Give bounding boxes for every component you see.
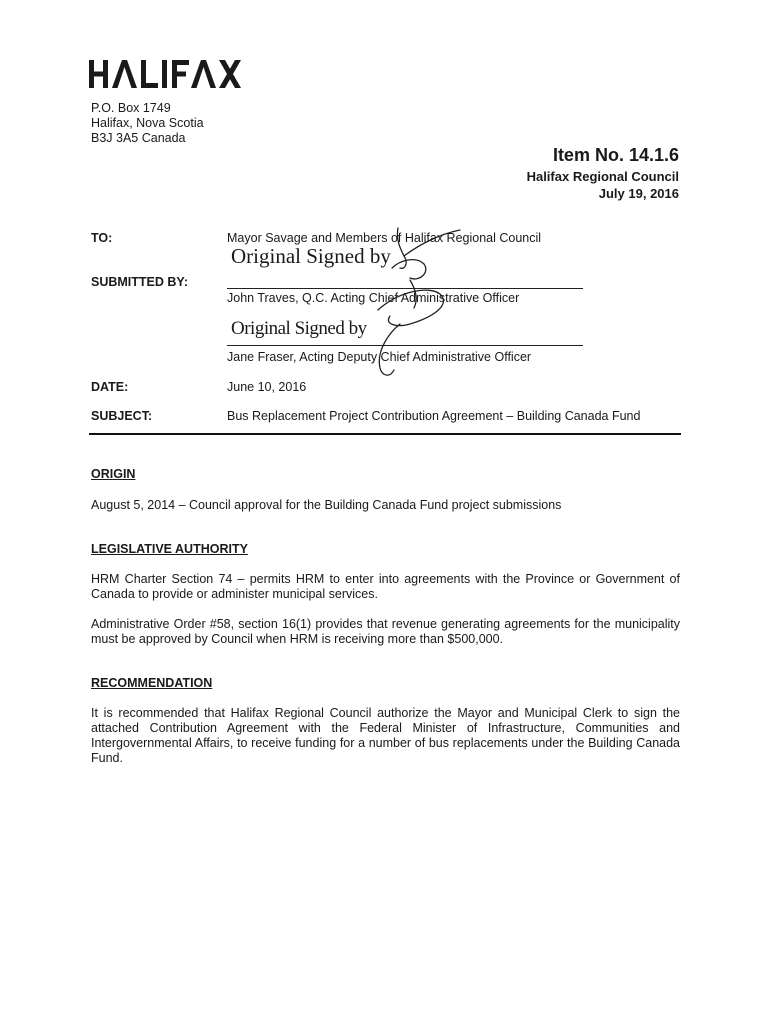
legislative-text-2: Administrative Order #58, section 16(1) provides that revenue generating agreements for the municipality must be approved by Council when HRM is receiving more than $500,000. [91,617,680,646]
date-label: DATE: [91,380,129,394]
address-block [91,101,204,146]
item-number: Item No. 14.1.6 [552,145,679,165]
signature-line-1 [227,288,583,289]
meeting-date: July 19, 2016 [598,186,679,201]
subject-label: SUBJECT: [91,409,153,423]
subject-value: Bus Replacement Project Contribution Agreement – Building Canada Fund [227,409,641,423]
signature-line-2 [227,345,583,346]
legislative-heading: LEGISLATIVE AUTHORITY [91,542,248,556]
header-rule [89,433,681,435]
to-value: Mayor Savage and Members of Halifax Regional Council [227,231,542,245]
signer-2: Jane Fraser, Acting Deputy Chief Administrative Officer [227,350,532,364]
submitted-by-label: SUBMITTED BY: [91,275,188,289]
to-label: TO: [91,231,113,245]
council-block [527,168,679,202]
signature-stamp-1: Original Signed by [231,244,391,268]
halifax-logo [89,60,241,88]
signature-stamp-2: Original Signed by [231,318,367,339]
recommendation-heading: RECOMMENDATION [91,676,213,690]
legislative-text-1: HRM Charter Section 74 – permits HRM to enter into agreements with the Province or Government of Canada to provide or administer municipal services. [91,572,680,601]
address-line: P.O. Box 1749 [91,101,171,115]
signer-1: John Traves, Q.C. Acting Chief Administrative Officer [227,291,520,305]
date-value: June 10, 2016 [227,380,307,394]
origin-text: August 5, 2014 – Council approval for the Building Canada Fund project submissions [91,498,562,512]
recommendation-text: It is recommended that Halifax Regional Council authorize the Mayor and Municipal Clerk to sign the attached Contribution Agreement with the Federal Minister of Infrastructure, Communities and Intergovernmental Affairs, to receive funding for a number of bus replacements under the Building Canada Fund. [91,706,680,765]
council-name: Halifax Regional Council [526,169,679,184]
address-line: Halifax, Nova Scotia [91,116,204,130]
origin-heading: ORIGIN [91,467,136,481]
address-line: B3J 3A5 Canada [91,131,186,145]
